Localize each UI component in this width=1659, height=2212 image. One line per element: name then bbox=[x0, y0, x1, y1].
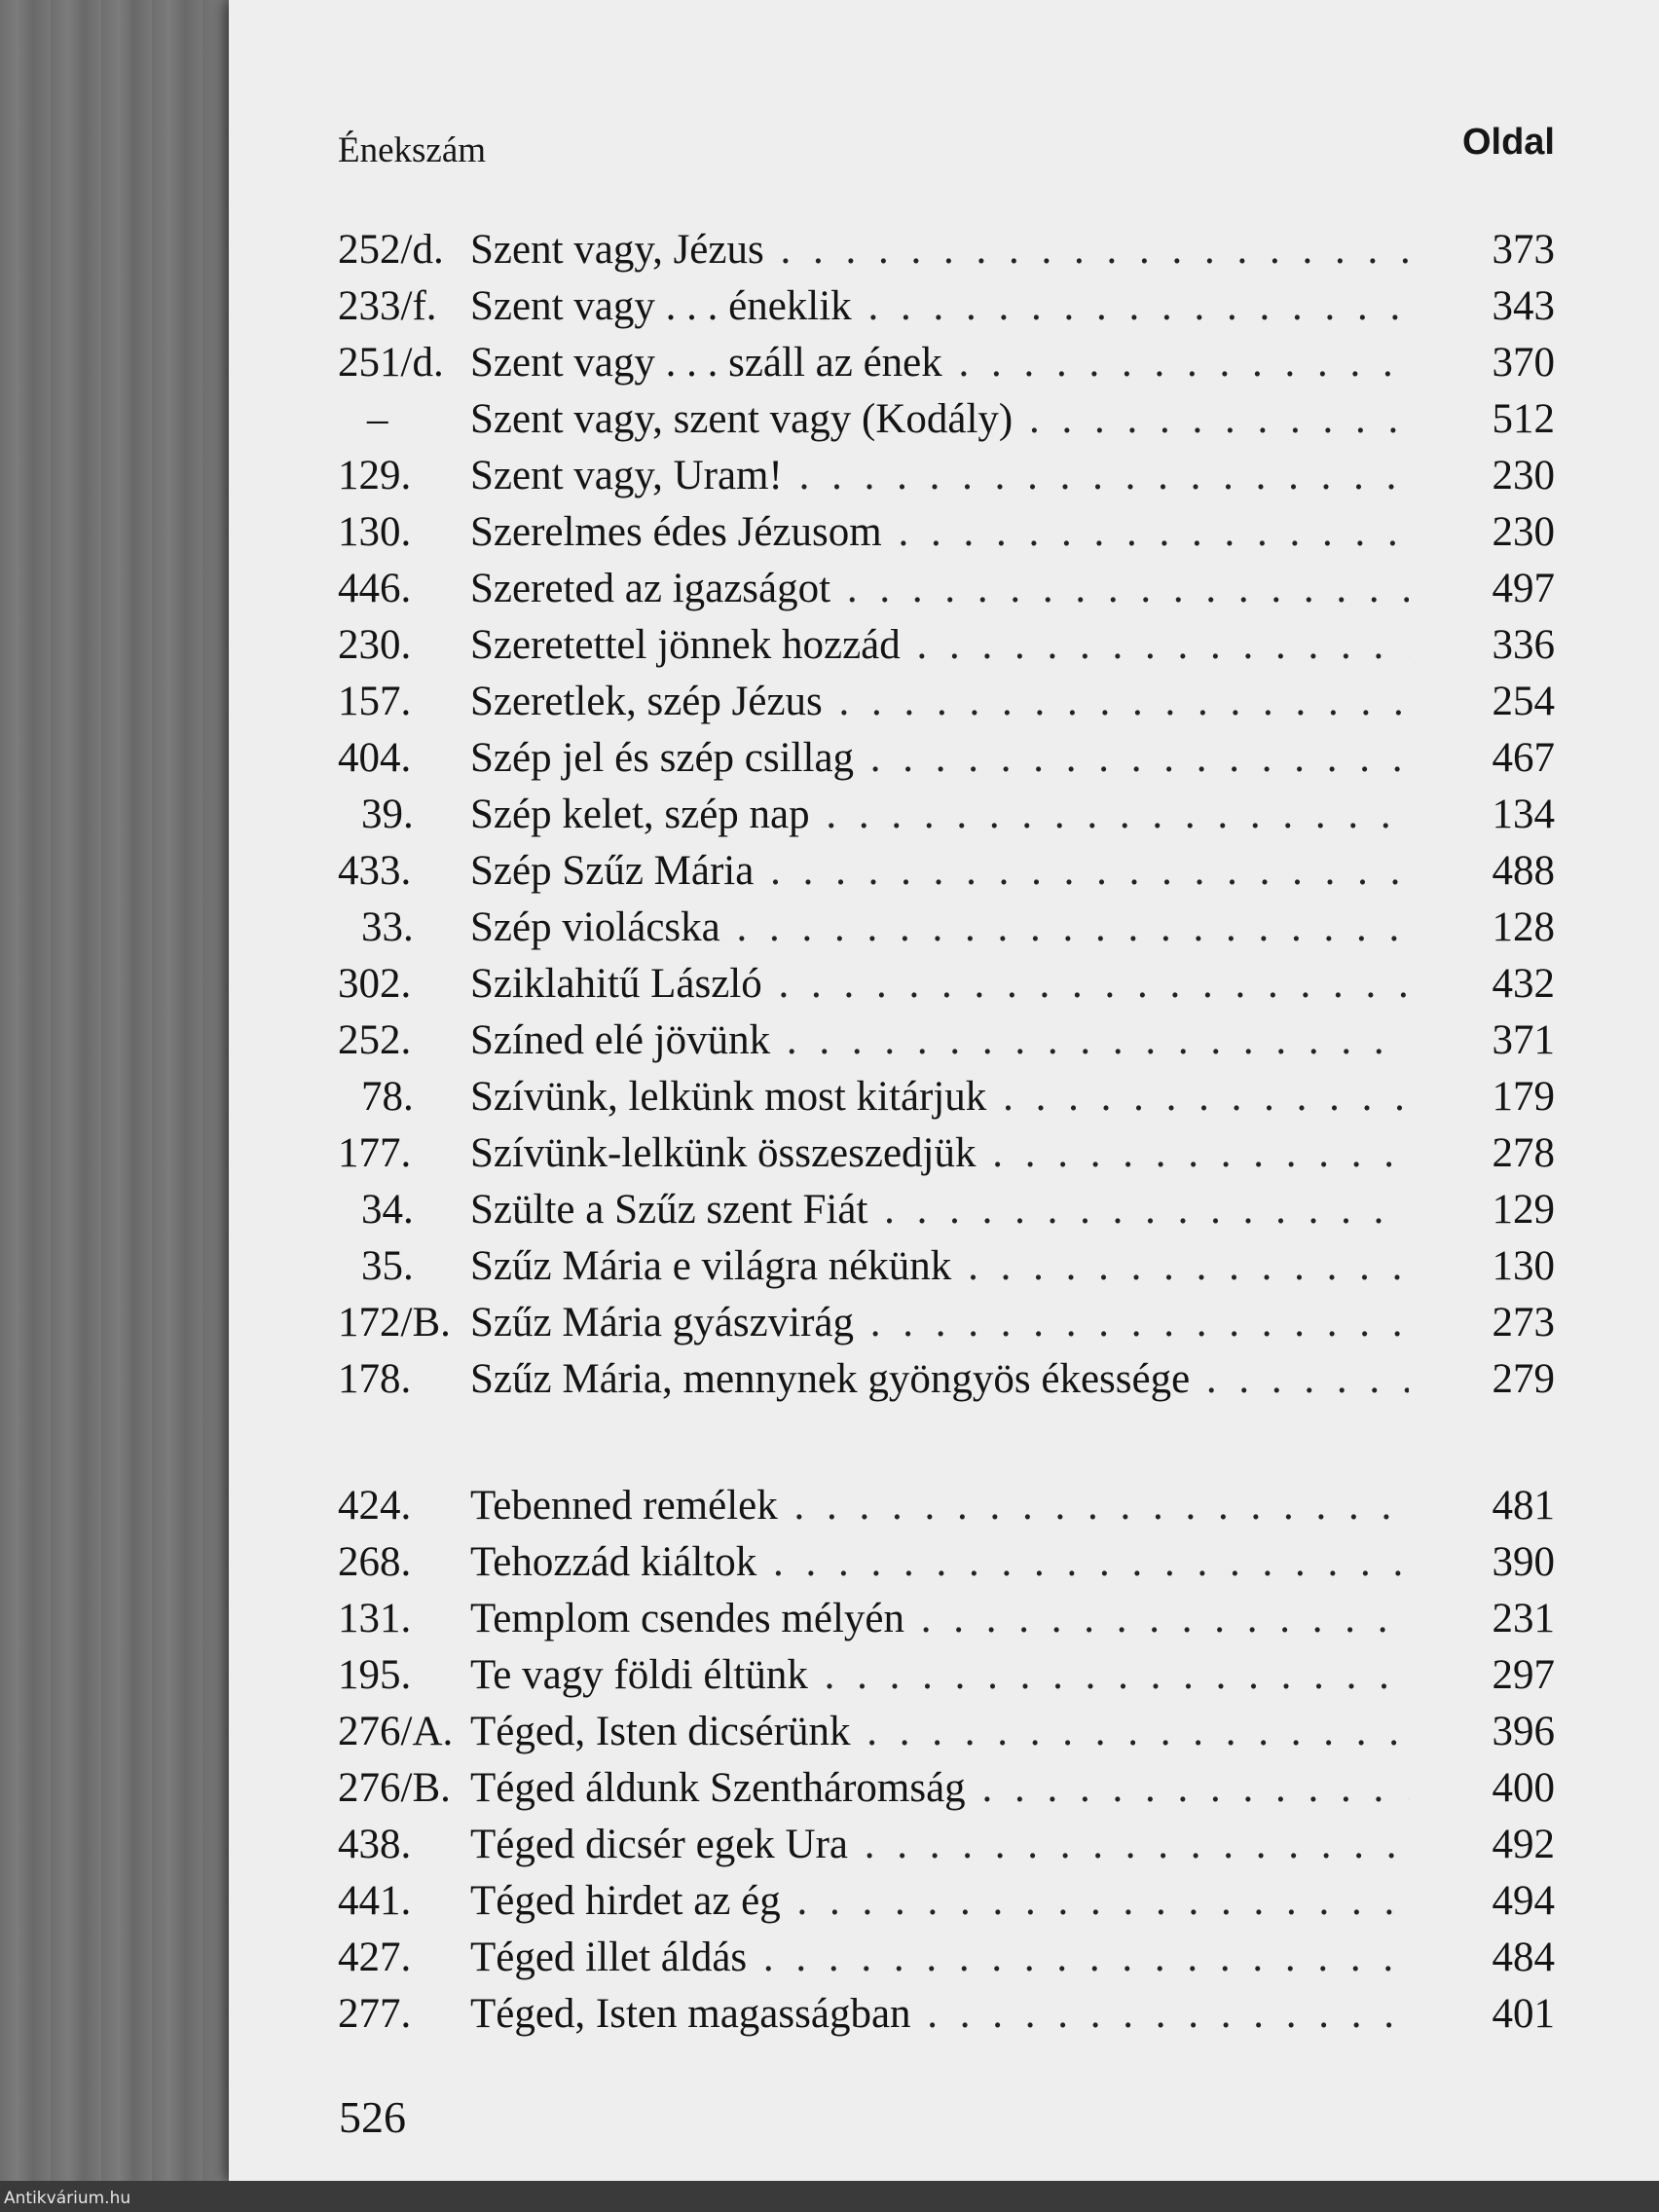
list-item bbox=[338, 1986, 1555, 2043]
song-title: Színed elé jövünk . . . bbox=[470, 1013, 1409, 1069]
background-surface bbox=[0, 0, 239, 2212]
song-title: Szép Szűz Mária . . . bbox=[470, 843, 1409, 900]
list-item bbox=[338, 561, 1555, 617]
song-title: Szülte a Szűz szent Fiát . . . bbox=[470, 1182, 1409, 1238]
song-title: Téged áldunk Szentháromság . . . bbox=[470, 1760, 1409, 1817]
song-title: Tehozzád kiáltok . . . bbox=[470, 1534, 1409, 1591]
song-title: Szent vagy, Uram! . . . bbox=[470, 448, 1409, 504]
song-title: Szép jel és szép csillag . . . bbox=[470, 730, 1409, 787]
list-item bbox=[338, 335, 1555, 391]
page-number: 488 bbox=[1492, 848, 1555, 894]
song-number: 424. bbox=[338, 1483, 412, 1529]
page-number: 297 bbox=[1492, 1652, 1555, 1698]
list-item bbox=[338, 1295, 1555, 1351]
song-number: 252. bbox=[338, 1017, 412, 1063]
list-item bbox=[338, 843, 1555, 900]
list-item bbox=[338, 222, 1555, 278]
song-title: Szerelmes édes Jézusom . . . bbox=[470, 504, 1409, 561]
song-number: 230. bbox=[338, 622, 412, 668]
song-number: 178. bbox=[338, 1356, 412, 1402]
page-number: 432 bbox=[1492, 961, 1555, 1007]
song-number: 130. bbox=[338, 509, 412, 555]
watermark-logo: Antikvárium.hu bbox=[4, 2189, 131, 2208]
page-number: 371 bbox=[1492, 1017, 1555, 1063]
song-number: 177. bbox=[338, 1130, 412, 1176]
list-item bbox=[338, 900, 1555, 956]
song-number: 438. bbox=[338, 1822, 412, 1867]
page-number: 279 bbox=[1492, 1356, 1555, 1402]
page-number: 492 bbox=[1492, 1822, 1555, 1867]
list-item bbox=[338, 391, 1555, 448]
song-number: 446. bbox=[338, 566, 412, 611]
page-number: 343 bbox=[1492, 283, 1555, 329]
song-number: 276/A. bbox=[338, 1709, 454, 1754]
list-item bbox=[338, 1069, 1555, 1125]
song-number: 252/d. bbox=[338, 227, 444, 273]
list-item bbox=[338, 1704, 1555, 1760]
list-item bbox=[338, 956, 1555, 1013]
page-number: 273 bbox=[1492, 1300, 1555, 1346]
column-header bbox=[338, 122, 1555, 180]
song-number: 427. bbox=[338, 1935, 412, 1980]
page-folio-number: 526 bbox=[339, 2092, 406, 2142]
page-number: 390 bbox=[1492, 1539, 1555, 1585]
song-number: 195. bbox=[338, 1652, 412, 1698]
list-item bbox=[338, 1534, 1555, 1591]
list-item bbox=[338, 730, 1555, 787]
song-title: Templom csendes mélyén . . . bbox=[470, 1591, 1409, 1647]
list-item bbox=[338, 1930, 1555, 1986]
page-number: 231 bbox=[1492, 1596, 1555, 1641]
list-item bbox=[338, 1817, 1555, 1873]
list-item bbox=[338, 1873, 1555, 1930]
song-number: 302. bbox=[338, 961, 412, 1007]
page-number: 400 bbox=[1492, 1765, 1555, 1811]
page-number: 254 bbox=[1492, 679, 1555, 724]
list-item bbox=[338, 617, 1555, 674]
song-title: Szent vagy . . . száll az ének . . . bbox=[470, 335, 1409, 391]
song-number: 233/f. bbox=[338, 283, 437, 329]
page-number: 278 bbox=[1492, 1130, 1555, 1176]
song-title: Szűz Mária gyászvirág . . . bbox=[470, 1295, 1409, 1351]
song-title: Szűz Mária, mennynek gyöngyös ékessége . . . bbox=[470, 1351, 1409, 1408]
page-number: 512 bbox=[1492, 396, 1555, 442]
song-title: Szeretlek, szép Jézus . . . bbox=[470, 674, 1409, 730]
song-number: 277. bbox=[338, 1991, 412, 2037]
song-title: Szent vagy, Jézus . . . bbox=[470, 222, 1409, 278]
song-number: 33. bbox=[361, 904, 414, 950]
page-header: Oldal bbox=[1461, 122, 1555, 163]
list-item bbox=[338, 674, 1555, 730]
page-number: 128 bbox=[1492, 904, 1555, 950]
song-number: 433. bbox=[338, 848, 412, 894]
page-number: 370 bbox=[1492, 340, 1555, 386]
page-number: 396 bbox=[1492, 1709, 1555, 1754]
song-title: Szent vagy . . . éneklik . . . bbox=[470, 278, 1409, 335]
song-title: Téged, Isten magasságban . . . bbox=[470, 1986, 1409, 2043]
song-number-header: Énekszám bbox=[338, 130, 487, 170]
list-item bbox=[338, 1591, 1555, 1647]
song-number: 131. bbox=[338, 1596, 412, 1641]
song-title: Téged illet áldás . . . bbox=[470, 1930, 1409, 1986]
list-item bbox=[338, 504, 1555, 561]
page-number: 134 bbox=[1492, 792, 1555, 837]
song-title: Szűz Mária e világra nékünk . . . bbox=[470, 1238, 1409, 1295]
song-title: Szent vagy, szent vagy (Kodály) . . . bbox=[470, 391, 1409, 448]
song-number: 34. bbox=[361, 1187, 414, 1233]
page-number: 230 bbox=[1492, 509, 1555, 555]
bottom-edge bbox=[0, 2181, 1659, 2212]
song-title: Szép kelet, szép nap . . . bbox=[470, 787, 1409, 843]
list-item bbox=[338, 448, 1555, 504]
section-gap bbox=[338, 1408, 1555, 1478]
list-item bbox=[338, 1760, 1555, 1817]
song-title: Szereted az igazságot . . . bbox=[470, 561, 1409, 617]
song-number: 276/B. bbox=[338, 1765, 451, 1811]
song-title: Szívünk, lelkünk most kitárjuk . . . bbox=[470, 1069, 1409, 1125]
list-item bbox=[338, 1478, 1555, 1534]
page-number: 467 bbox=[1492, 735, 1555, 781]
page-number: 401 bbox=[1492, 1991, 1555, 2037]
song-number: 172/B. bbox=[338, 1300, 451, 1346]
song-number: 39. bbox=[361, 792, 414, 837]
page-number: 336 bbox=[1492, 622, 1555, 668]
page-number: 494 bbox=[1492, 1878, 1555, 1924]
page-number: 484 bbox=[1492, 1935, 1555, 1980]
page-number: 230 bbox=[1492, 453, 1555, 498]
list-item bbox=[338, 787, 1555, 843]
song-number: – bbox=[367, 396, 388, 442]
song-number: 129. bbox=[338, 453, 412, 498]
page-number: 497 bbox=[1492, 566, 1555, 611]
song-number: 251/d. bbox=[338, 340, 444, 386]
page-number: 481 bbox=[1492, 1483, 1555, 1529]
page-number: 129 bbox=[1492, 1187, 1555, 1233]
list-item bbox=[338, 1647, 1555, 1704]
book-page bbox=[229, 0, 1659, 2181]
list-item bbox=[338, 1182, 1555, 1238]
song-number: 78. bbox=[361, 1074, 414, 1120]
song-title: Szívünk-lelkünk összeszedjük . . . bbox=[470, 1125, 1409, 1182]
list-item bbox=[338, 278, 1555, 335]
song-title: Téged dicsér egek Ura . . . bbox=[470, 1817, 1409, 1873]
song-index-list bbox=[338, 222, 1555, 2043]
song-title: Szeretettel jönnek hozzád . . . bbox=[470, 617, 1409, 674]
song-title: Téged, Isten dicsérünk . . . bbox=[470, 1704, 1409, 1760]
list-item bbox=[338, 1238, 1555, 1295]
page-number: 373 bbox=[1492, 227, 1555, 273]
song-title: Sziklahitű László . . . bbox=[470, 956, 1409, 1013]
song-number: 157. bbox=[338, 679, 412, 724]
song-title: Tebenned remélek . . . bbox=[470, 1478, 1409, 1534]
song-number: 268. bbox=[338, 1539, 412, 1585]
list-item bbox=[338, 1125, 1555, 1182]
song-number: 404. bbox=[338, 735, 412, 781]
page-number: 179 bbox=[1492, 1074, 1555, 1120]
song-title: Téged hirdet az ég . . . bbox=[470, 1873, 1409, 1930]
list-item bbox=[338, 1013, 1555, 1069]
song-title: Szép violácska . . . bbox=[470, 900, 1409, 956]
list-item bbox=[338, 1351, 1555, 1408]
song-number: 35. bbox=[361, 1243, 414, 1289]
song-title: Te vagy földi éltünk . . . bbox=[470, 1647, 1409, 1704]
song-number: 441. bbox=[338, 1878, 412, 1924]
page-number: 130 bbox=[1492, 1243, 1555, 1289]
